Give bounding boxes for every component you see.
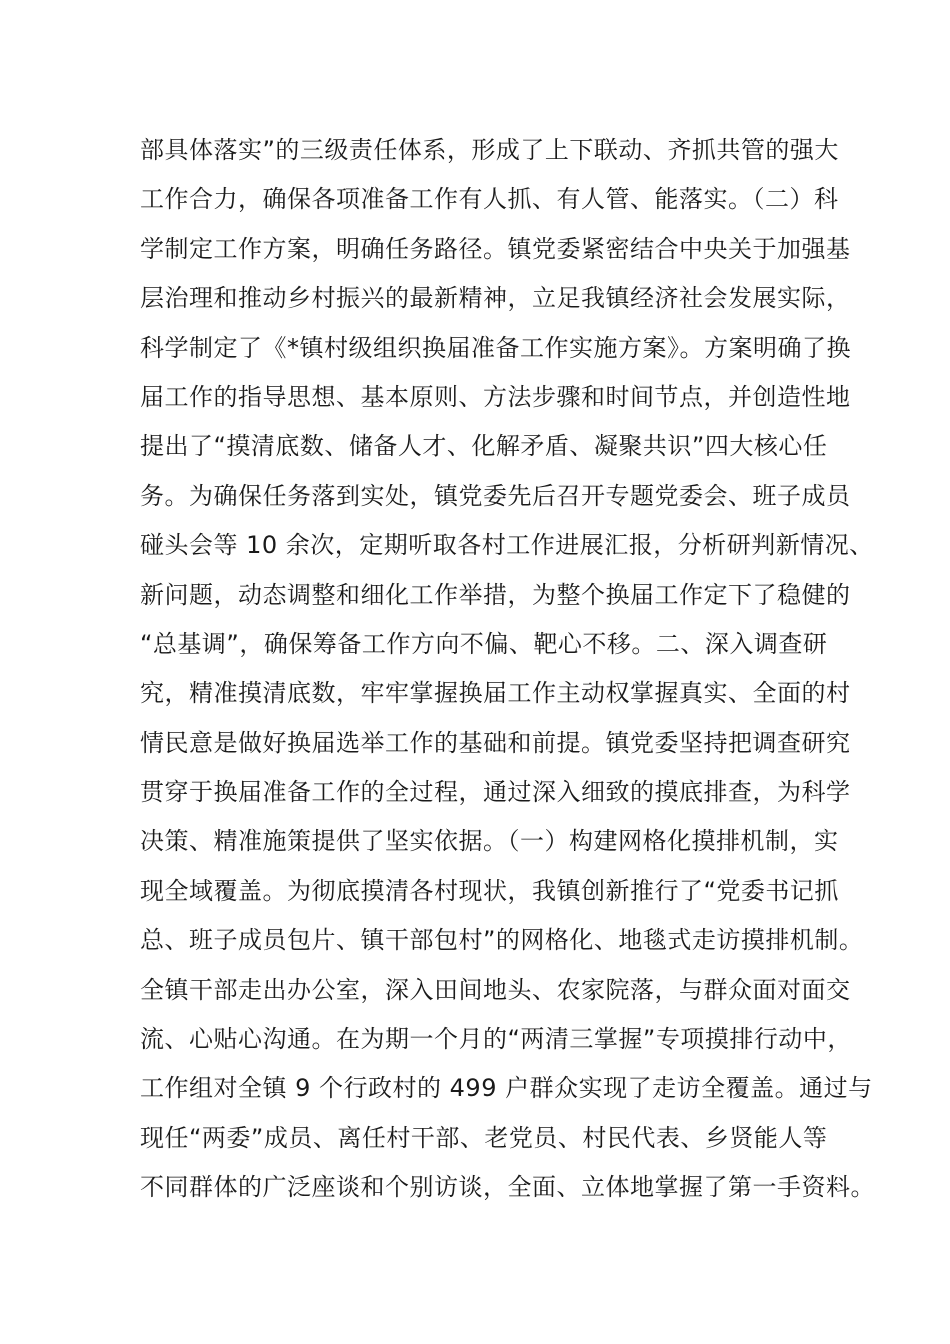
body-text bbox=[140, 126, 875, 1213]
text-line: 决策、精准施策提供了坚实依据。（一）构建网格化摸排机制，实 bbox=[140, 827, 839, 856]
text-line: 科学制定了《*镇村级组织换届准备工作实施方案》。方案明确了换 bbox=[140, 333, 851, 362]
text-line: 碰头会等 10 余次，定期听取各村工作进展汇报，分析研判新情况、 bbox=[140, 531, 874, 560]
text-line: 究，精准摸清底数，牢牢掌握换届工作主动权掌握真实、全面的村 bbox=[140, 679, 851, 708]
text-line: 流、心贴心沟通。在为期一个月的“两清三掌握”专项摸排行动中， bbox=[140, 1025, 852, 1054]
text-line: 现全域覆盖。为彻底摸清各村现状，我镇创新推行了“党委书记抓 bbox=[140, 876, 839, 905]
text-line: “总基调”，确保筹备工作方向不偏、靶心不移。二、深入调查研 bbox=[140, 629, 828, 658]
text-line: 贯穿于换届准备工作的全过程，通过深入细致的摸底排查，为科学 bbox=[140, 778, 851, 807]
text-line: 届工作的指导思想、基本原则、方法步骤和时间节点，并创造性地 bbox=[140, 382, 851, 411]
text-line: 部具体落实”的三级责任体系，形成了上下联动、齐抓共管的强大 bbox=[140, 136, 839, 164]
text-line: 总、班子成员包片、镇干部包村”的网格化、地毯式走访摸排机制。 bbox=[140, 926, 864, 955]
text-line: 工作合力，确保各项准备工作有人抓、有人管、能落实。（二）科 bbox=[140, 185, 839, 214]
text-line: 工作组对全镇 9 个行政村的 499 户群众实现了走访全覆盖。通过与 bbox=[140, 1074, 873, 1103]
text-line: 不同群体的广泛座谈和个别访谈，全面、立体地掌握了第一手资料。 bbox=[140, 1173, 875, 1202]
text-line: 学制定工作方案，明确任务路径。镇党委紧密结合中央关于加强基 bbox=[140, 234, 851, 263]
text-line: 提出了“摸清底数、储备人才、化解矛盾、凝聚共识”四大核心任 bbox=[140, 432, 828, 461]
text-line: 新问题，动态调整和细化工作举措，为整个换届工作定下了稳健的 bbox=[140, 580, 851, 609]
text-line: 情民意是做好换届选举工作的基础和前提。镇党委坚持把调查研究 bbox=[140, 728, 851, 757]
text-line: 全镇干部走出办公室，深入田间地头、农家院落，与群众面对面交 bbox=[140, 975, 851, 1004]
text-line: 务。为确保任务落到实处，镇党委先后召开专题党委会、班子成员 bbox=[140, 481, 851, 510]
text-line: 现任“两委”成员、离任村干部、老党员、村民代表、乡贤能人等 bbox=[140, 1123, 828, 1152]
text-line: 层治理和推动乡村振兴的最新精神，立足我镇经济社会发展实际， bbox=[140, 284, 851, 313]
